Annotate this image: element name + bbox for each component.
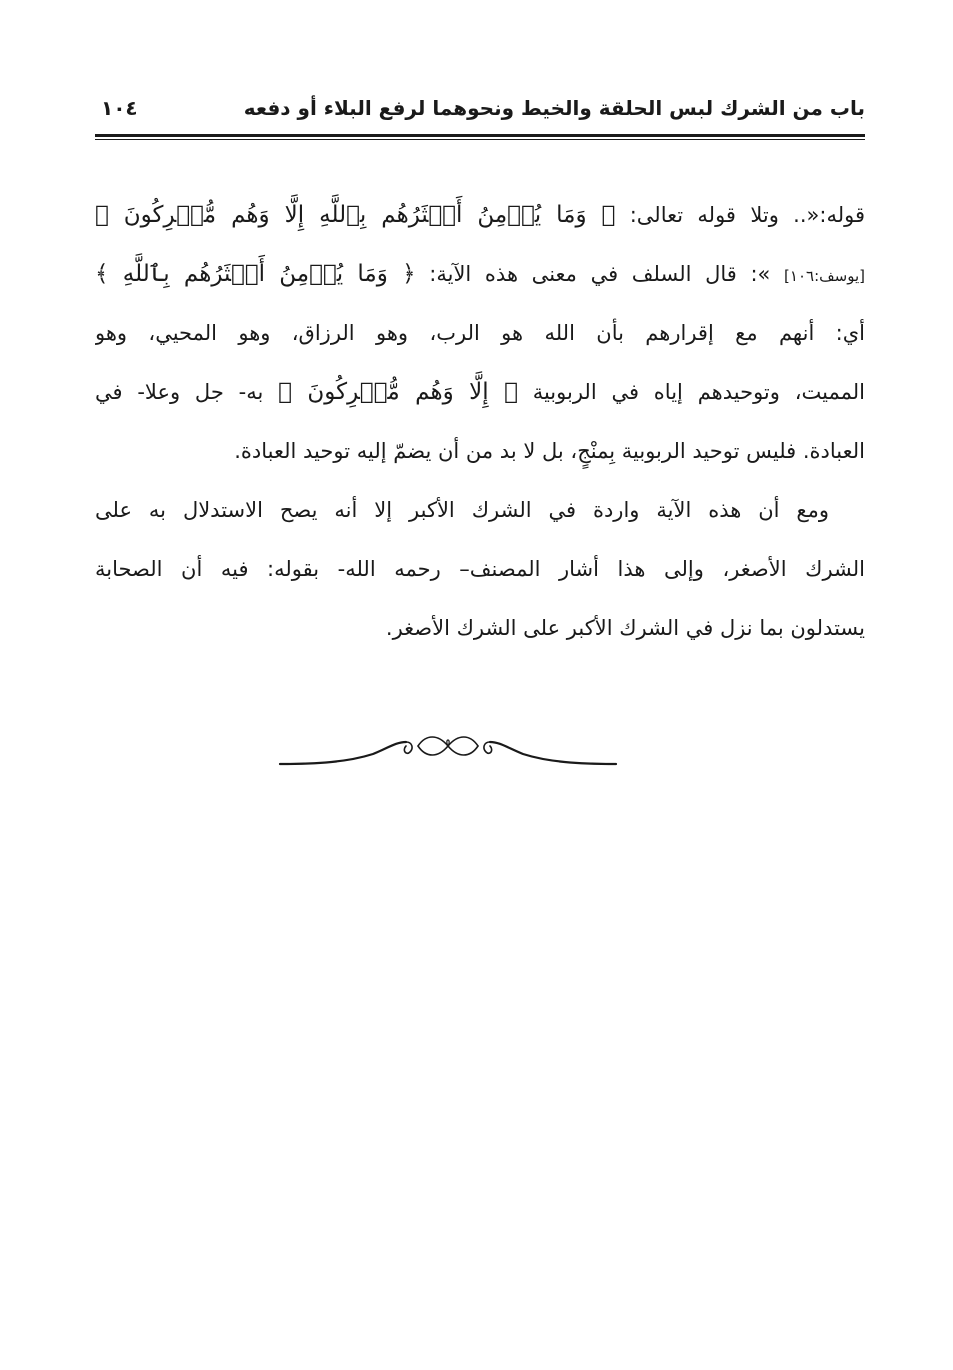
quran-verse: ﴿ وَمَا يُؤۡمِنُ أَكۡثَرُهُم بِٱللَّهِ ﴾: [95, 261, 416, 287]
paragraph-line: [95, 186, 865, 245]
page-number: ١٠٤: [101, 96, 138, 120]
header-title: باب من الشرك لبس الحلقة والخيط ونحوهما لرفع البلاء أو دفعه: [243, 96, 865, 120]
running-header: [95, 92, 865, 132]
line-text: قوله:«.. وتلا قوله تعالى:: [615, 203, 865, 227]
paragraph-line: [95, 363, 865, 422]
paragraph-line: العبادة. فليس توحيد الربوبية بِمنْجٍ، بل لا بد من أن يضمّ إليه توحيد العبادة.: [234, 439, 865, 463]
paragraph-line: يستدلون بما نزل في الشرك الأكبر على الشرك الأصغر.: [385, 616, 865, 640]
verse-reference: [يوسف:١٠٦]: [784, 267, 865, 285]
line-text: المميت، وتوحيدهم إياه في الربوبية: [517, 380, 865, 404]
paragraph-line: أي: أنهم مع إقرارهم بأن الله هو الرب، وهو الرزاق، وهو المحيي، وهو: [95, 321, 865, 345]
line-text: به- جل وعلا- في: [95, 380, 279, 404]
divider-flourish-icon: [278, 718, 618, 778]
paragraph-line: الشرك الأصغر، وإلى هذا أشار المصنف– رحمه الله- بقوله: فيه أن الصحابة: [95, 557, 865, 581]
quran-verse: ﴿ وَمَا يُؤۡمِنُ أَكۡثَرُهُم بِٱللَّهِ إِلَّا وَهُم مُّشۡرِكُونَ ﴾: [95, 202, 616, 228]
header-rule: [95, 134, 865, 137]
quran-verse: ﴿ إِلَّا وَهُم مُّشۡرِكُونَ ﴾: [278, 379, 518, 405]
line-text: »: قال السلف في معنى هذه الآية:: [415, 262, 785, 286]
header-rule-thin: [95, 139, 865, 140]
paragraph-line: [95, 245, 865, 304]
body-text: [95, 186, 865, 658]
paragraph-line: ومع أن هذه الآية واردة في الشرك الأكبر إلا أنه يصح الاستدلال به على: [95, 498, 829, 522]
